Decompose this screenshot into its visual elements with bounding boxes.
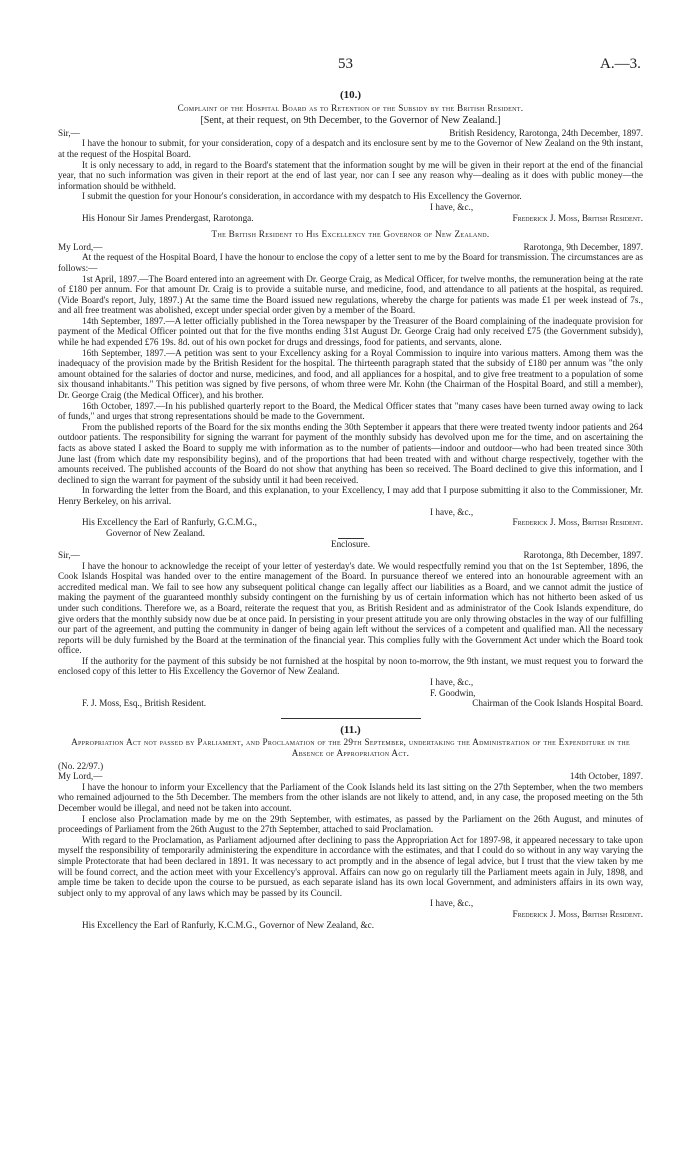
- section-number-10: (10.): [339, 89, 362, 101]
- dateline: Rarotonga, 8th December, 1897.: [523, 549, 643, 560]
- paragraph: From the published reports of the Board for the six months ending the 30th September it appears that there were treated twenty indoor patients and 264 outdoor patients. The responsibility for signing the warrant for payment of the monthly subsidy has devolved upon me for the time, and on ascertaining the facts as above stated I asked the Board to supply me with information as to the number of patients—indoor and outdoor—who had been treated since 30th June last (from which date my responsibility begins), and of the proportions that had been treated with and without charge respectively, together with the amounts received. The published accounts of the Board do not show that anything has been so received. The Board declined to give this information, and I declined to sign the warrant for payment of the subsidy until it had been received.: [58, 421, 643, 485]
- dateline: 14th October, 1897.: [569, 771, 643, 782]
- salutation-row: [58, 771, 643, 782]
- addressee: His Honour Sir James Prendergast, Rarotonga.: [82, 212, 254, 223]
- reference-number: (No. 22/97.): [58, 760, 104, 771]
- sent-note: [Sent, at their request, on 9th December, to the Governor of New Zealand.]: [200, 115, 501, 127]
- signature-row: [58, 213, 643, 224]
- salutation: Sir,—: [58, 127, 80, 138]
- paragraph: It is only necessary to add, in regard to the Board's statement that the information sought by me will be given in their report at the end of the financial year, that no such information was given in their report at the end of last year, nor can I see any reason why—dealing as it does with public money—the information should be withheld.: [58, 159, 643, 191]
- paragraph: 1st April, 1897.—The Board entered into an agreement with Dr. George Craig, as Medical Officer, for twelve months, the remuneration being at the rate of £180 per annum. For that amount Dr. Craig is to provide a suitable nurse, and medicine, food, and attendance to all patients at the hospital, as required. (Vide Board's report, July, 1897.) At the same time the Board issued new regulations, whereby the charge for patients was made £1 per week instead of 7s., and all free treatment was abolished, except under special order given by a member of the Board.: [58, 273, 643, 316]
- signature: Frederick J. Moss, British Resident.: [512, 517, 643, 528]
- salutation: My Lord,—: [58, 771, 103, 782]
- paragraph: With regard to the Proclamation, as Parliament adjourned after declining to pass the Appropriation Act for 1897-98, it appeared necessary to take upon myself the responsibility of temporarily administering the expenditure in accordance with the estimates, and that I could do so without in any way varying the simple Protectorate that had been declared in 1891. It was necessary to act promptly and in the absence of legal advice, but I trust that the view taken by me will be found correct, and the action meet with your Excellency's approval. Affairs can now go on regularly till the Parliament meets again in July, 1898, and ample time be taken to decide upon the course to be pursued, as each separate island has its own local Government, and administers affairs in its own way, subject only to my approval of any laws which may be passed by its Council.: [58, 834, 643, 898]
- paragraph: In forwarding the letter from the Board, and this explanation, to your Excellency, I may add that I purpose submitting it also to the Commissioner, Mr. Henry Berkeley, on his arrival.: [58, 485, 643, 506]
- closing: I have, &c.,: [430, 201, 474, 212]
- document-body: [58, 60, 643, 930]
- addressee: His Excellency the Earl of Ranfurly, K.C.M.G., Governor of New Zealand, &c.: [82, 919, 375, 930]
- dateline: Rarotonga, 9th December, 1897.: [523, 241, 643, 252]
- paragraph: I have the honour to inform your Excellency that the Parliament of the Cook Islands held its last sitting on the 27th September, when the two members who remained adjourned to the 5th December. The members from the other islands are not likely to attend, and, in any case, the proposed meeting on the 5th December would be illegal, and need not be taken into account.: [58, 781, 643, 813]
- paragraph: 16th September, 1897.—A petition was sent to your Excellency asking for a Royal Commission to inquire into various matters. Among them was the inadequacy of the provision made by the British Resident for the hospital. The thirteenth paragraph stated that the subsidy of £180 per annum was "the only amount obtained for the salaries of doctor and nurse, medicines, and food, and all appliances for a hospital, and to give free treatment to a population of some six thousand inhabitants." This petition was signed by five persons, of whom three were Mr. Kohn (the Chairman of the Hospital Board, and still a member), Dr. George Craig (the Medical Officer), and his brother.: [58, 347, 643, 401]
- paragraph: 16th October, 1897.—In his published quarterly report to the Board, the Medical Officer states that "many cases have been turned away owing to lack of funds," and urges that strong representations should be made to the Government.: [58, 400, 643, 422]
- signature: Frederick J. Moss, British Resident.: [512, 212, 643, 223]
- closing: I have, &c.,: [430, 506, 474, 517]
- section-title-10: Complaint of the Hospital Board as to Retention of the Subsidy by the British Resident.: [177, 102, 524, 113]
- paragraph: 14th September, 1897.—A letter officially published in the Torea newspaper by the Treasurer of the Board complaining of the inadequate provision for payment of the Medical Officer pointed out that for the five months ending 31st August Dr. George Craig had only received £75 (the Government subsidy), while he had expended £76 19s. 8d. out of his own pocket for drugs and dressings, food for patients, and servants, alone.: [58, 315, 643, 348]
- salutation: Sir,—: [58, 549, 80, 560]
- signature: Frederick J. Moss, British Resident.: [512, 908, 643, 919]
- addressee: F. J. Moss, Esq., British Resident.: [82, 698, 207, 709]
- signature-title: Chairman of the Cook Islands Hospital Board.: [472, 698, 643, 709]
- letter-title: The British Resident to His Excellency the Governor of New Zealand.: [211, 229, 490, 240]
- enclosure-title: Enclosure.: [330, 539, 371, 550]
- page-number: 53: [338, 56, 353, 72]
- addressee: His Excellency the Earl of Ranfurly, G.C.M.G.,: [82, 517, 257, 528]
- signature-name: F. Goodwin,: [430, 687, 476, 698]
- paragraph: I submit the question for your Honour's consideration, in accordance with my despatch to His Excellency the Governor.: [82, 191, 522, 202]
- dateline: British Residency, Rarotonga, 24th December, 1897.: [449, 127, 643, 138]
- paragraph: At the request of the Hospital Board, I have the honour to enclose the copy of a letter sent to me by the Board for transmission. The circumstances are as follows:—: [58, 252, 643, 273]
- salutation-row: [58, 128, 643, 139]
- paragraph: I have the honour to acknowledge the receipt of your letter of yesterday's date. We would respectfully remind you that on the 1st September, 1896, the Cook Islands Hospital was handed over to the entire management of the Board. In pursuance thereof we entered into an honourable agreement with an accredited medical man. We fail to see how any subsequent political change can legally affect our liabilities as a Board, and we cannot admit the justice of making the payment of the guaranteed monthly subsidy contingent on the furnishing by us of certain information which has not hitherto been asked of us under such conditions. Therefore we, as a Board, reiterate the request that you, as British Resident and as administrator of the Cook Islands expenditure, do give orders that the monthly subsidy now due be at once paid. In persisting in your present attitude you are only throwing obstacles in the way of our fulfilling our part of the agreement, and putting the community in danger of being again left without the services of a competent and qualified man. All the necessary reports will be duly furnished by the Board at the termination of the financial year. This complies fully with the Government Act under which the Board took office.: [58, 560, 643, 656]
- closing: I have, &c.,: [430, 898, 474, 909]
- salutation-row: [58, 550, 643, 561]
- closing: I have, &c.,: [430, 677, 474, 688]
- divider: [281, 718, 421, 719]
- signature-row: [58, 698, 643, 709]
- document-reference: A.—3.: [600, 56, 641, 72]
- paragraph: I enclose also Proclamation made by me on the 29th September, with estimates, as passed by the Parliament on the 26th August, and minutes of proceedings of Parliament from the 26th August to the 27th September, attached to said Proclamation.: [58, 813, 643, 835]
- section-number-11: (11.): [340, 723, 361, 736]
- paragraph: I have the honour to submit, for your consideration, copy of a despatch and its enclosure sent by me to the Governor of New Zealand on the 9th instant, at the request of the Hospital Board.: [58, 138, 643, 159]
- paragraph: If the authority for the payment of this subsidy be not furnished at the hospital by noon to-morrow, the 9th instant, we must request you to forward the enclosed copy of this letter to His Excellency the Governor of New Zealand.: [58, 655, 643, 677]
- signature-row: [58, 517, 643, 528]
- section-title-11: Appropriation Act not passed by Parliament, and Proclamation of the 29th September, undertaking the Administration of the Expenditure in the Absence of Appropriation Act.: [71, 737, 630, 759]
- salutation: My Lord,—: [58, 241, 103, 252]
- salutation-row: [58, 242, 643, 253]
- addressee-line-2: Governor of New Zealand.: [106, 527, 205, 538]
